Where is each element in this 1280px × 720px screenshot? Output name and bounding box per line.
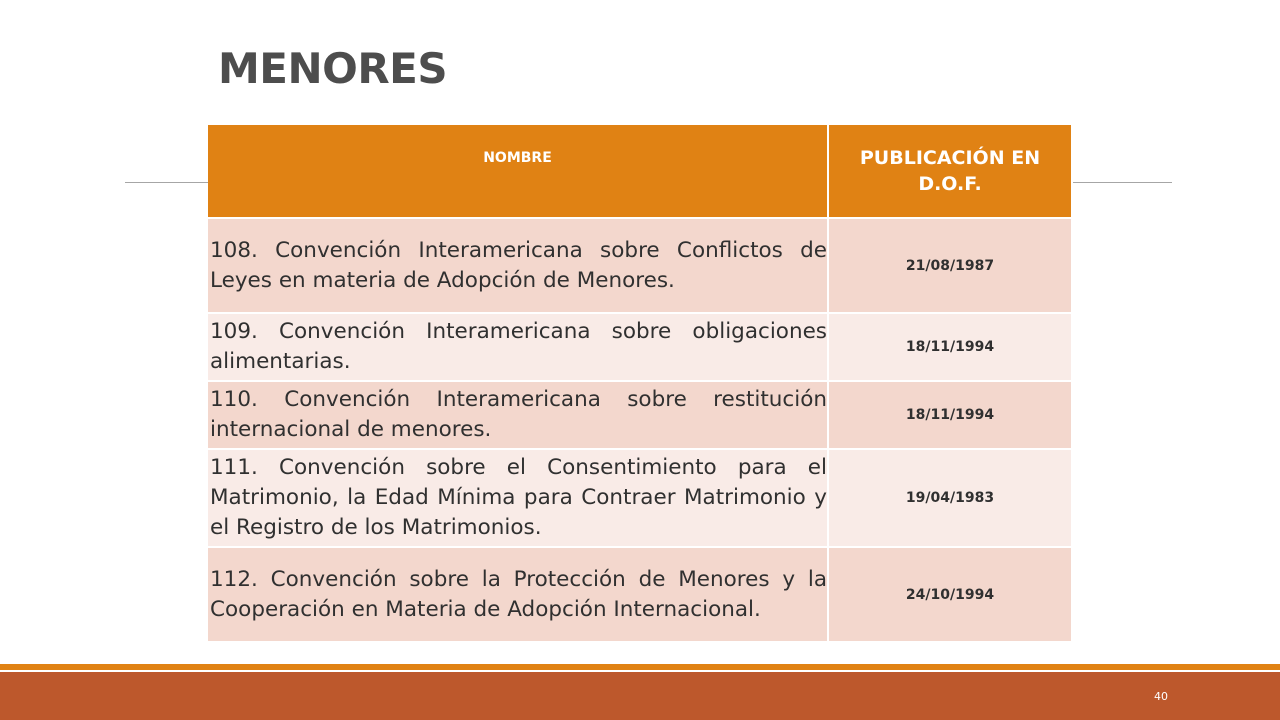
header-publication: PUBLICACIÓN EN D.O.F. xyxy=(828,125,1072,218)
header-name: NOMBRE xyxy=(208,125,828,218)
footer-bar xyxy=(0,672,1280,720)
convention-name: 111. Convención sobre el Consentimiento para el Matrimonio, la Edad Mínima para Contraer Matrimonio y el Registro de los Matrimonios. xyxy=(208,449,828,547)
table-row xyxy=(208,313,1072,381)
footer-accent-line xyxy=(0,664,1280,670)
convention-name: 108. Convención Interamericana sobre Conflictos de Leyes en materia de Adopción de Menores. xyxy=(208,218,828,313)
conventions-table xyxy=(208,125,1073,643)
publication-date: 24/10/1994 xyxy=(828,547,1072,642)
publication-date: 19/04/1983 xyxy=(828,449,1072,547)
table-row xyxy=(208,218,1072,313)
convention-name: 110. Convención Interamericana sobre restitución internacional de menores. xyxy=(208,381,828,449)
slide-title: MENORES xyxy=(218,44,448,93)
table-row xyxy=(208,381,1072,449)
table-header-row xyxy=(208,125,1072,218)
page-number: 40 xyxy=(1154,690,1168,703)
publication-date: 18/11/1994 xyxy=(828,313,1072,381)
table-row xyxy=(208,449,1072,547)
convention-name: 112. Convención sobre la Protección de Menores y la Cooperación en Materia de Adopción Internacional. xyxy=(208,547,828,642)
convention-name: 109. Convención Interamericana sobre obligaciones alimentarias. xyxy=(208,313,828,381)
publication-date: 18/11/1994 xyxy=(828,381,1072,449)
table-row xyxy=(208,547,1072,642)
publication-date: 21/08/1987 xyxy=(828,218,1072,313)
